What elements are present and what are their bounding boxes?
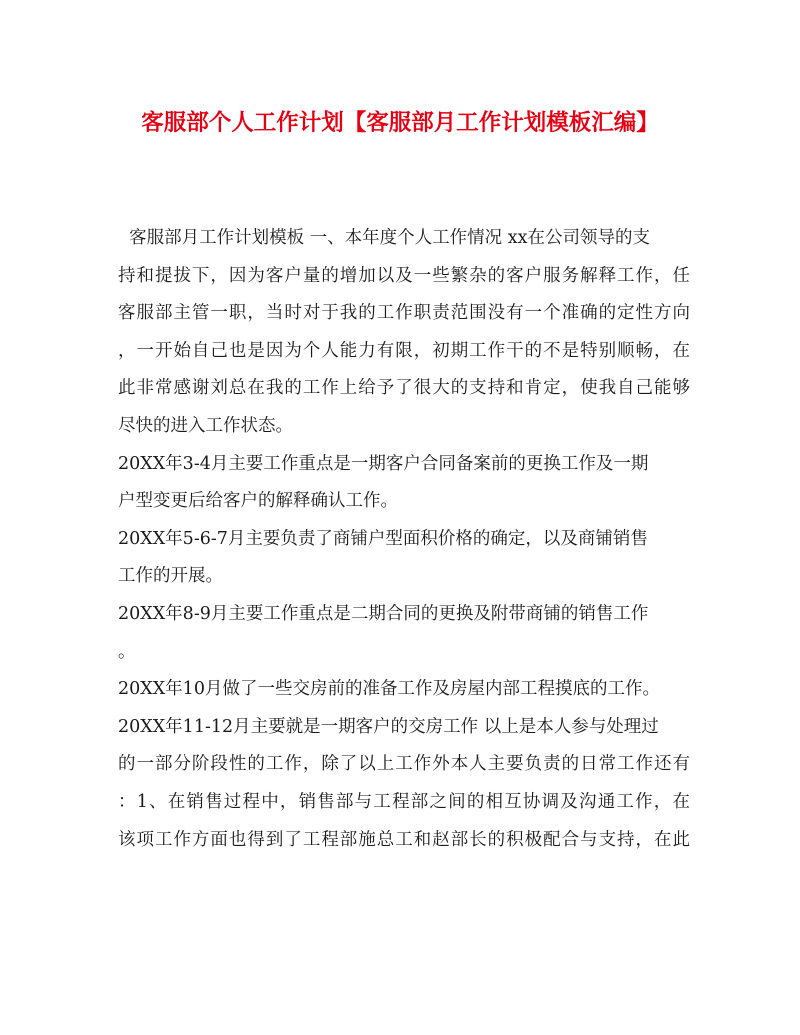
body-line: 工作的开展。: [118, 566, 223, 587]
body-line: 户型变更后给客户的解释确认工作。: [118, 491, 398, 512]
body-line: 的一部分阶段性的工作，除了以上工作外本人主要负责的日常工作还有: [118, 754, 690, 775]
body-line: 20XX年11-12月主要就是一期客户的交房工作 以上是本人参与处理过: [118, 716, 659, 737]
body-line: ：1、在销售过程中，销售部与工程部之间的相互协调及沟通工作，在: [118, 791, 690, 812]
body-line: 20XX年10月做了一些交房前的准备工作及房屋内部工程摸底的工作。: [118, 679, 660, 700]
body-line: 此非常感谢刘总在我的工作上给予了很大的支持和肯定，使我自己能够: [118, 378, 690, 399]
body-line: 客服部月工作计划模板 一、本年度个人工作情况 xx在公司领导的支: [118, 228, 650, 248]
body-line: 该项工作方面也得到了工程部施总工和赵部长的积极配合与支持，在此: [118, 829, 690, 850]
document-body: [118, 220, 690, 859]
body-line: 20XX年3-4月主要工作重点是一期客户合同备案前的更换工作及一期: [118, 453, 649, 474]
body-line: 持和提拔下，因为客户量的增加以及一些繁杂的客户服务解释工作，任: [118, 265, 690, 286]
body-line: 。: [118, 641, 136, 662]
document-title: 客服部个人工作计划【客服部月工作计划模板汇编】: [141, 110, 659, 136]
body-line: 客服部主管一职，当时对于我的工作职责范围没有一个准确的定性方向: [118, 303, 690, 324]
body-line: 20XX年5-6-7月主要负责了商铺户型面积价格的确定，以及商铺销售: [118, 528, 648, 549]
body-line: 尽快的进入工作状态。: [118, 415, 293, 436]
body-line: 20XX年8-9月主要工作重点是二期合同的更换及附带商铺的销售工作: [118, 603, 649, 624]
body-line: ，一开始自己也是因为个人能力有限，初期工作干的不是特别顺畅，在: [118, 340, 690, 361]
